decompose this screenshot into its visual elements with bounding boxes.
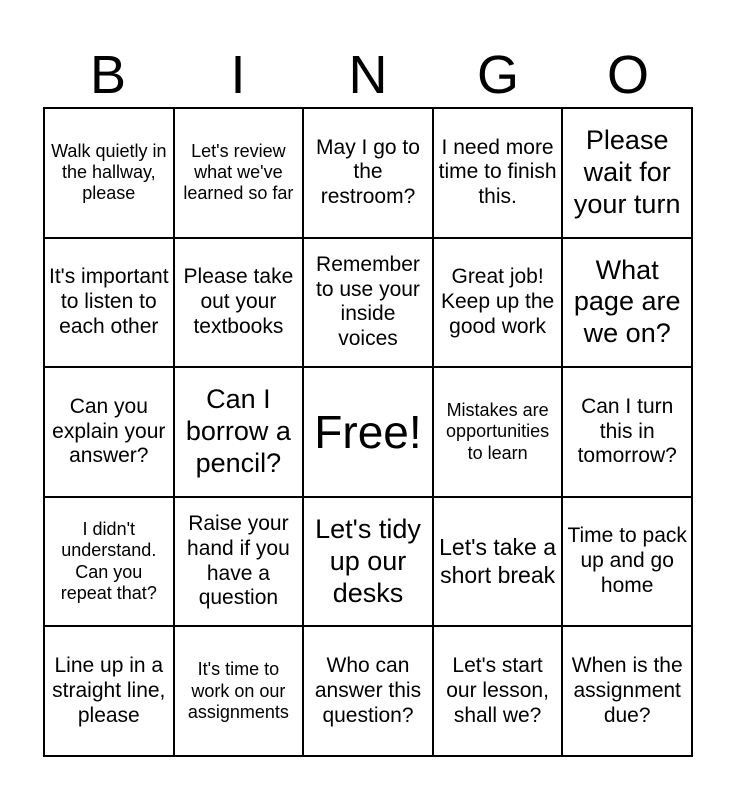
bingo-cell <box>562 626 692 756</box>
cell-text: Let's start our lesson, shall we? <box>446 654 549 727</box>
header-letter-n: N <box>348 45 388 105</box>
cell-text: I didn't understand. Can you repeat that? <box>60 519 157 603</box>
cell-text: Can I turn this in tomorrow? <box>577 394 677 468</box>
bingo-cell <box>174 238 304 368</box>
cell-text: It's time to work on our assignments <box>187 659 289 722</box>
cell-text: Time to pack up and go home <box>567 524 687 597</box>
bingo-cell <box>44 108 174 238</box>
bingo-cell <box>433 497 563 627</box>
free-space-cell <box>303 367 433 497</box>
cell-text: When is the assignment due? <box>571 654 683 727</box>
bingo-cell <box>44 626 174 756</box>
bingo-cell <box>303 626 433 756</box>
cell-text: Let's tidy up our desks <box>315 513 421 608</box>
cell-text: Can you explain your answer? <box>52 394 166 468</box>
bingo-cell <box>303 238 433 368</box>
cell-text: Remember to use your inside voices <box>316 252 420 351</box>
bingo-cell <box>303 108 433 238</box>
cell-text: Who can answer this question? <box>314 654 422 727</box>
bingo-cell <box>433 238 563 368</box>
bingo-cell <box>44 497 174 627</box>
bingo-cell <box>174 108 304 238</box>
cell-text: It's important to listen to each other <box>49 265 169 338</box>
bingo-cell <box>174 497 304 627</box>
cell-text: Line up in a straight line, please <box>52 654 166 727</box>
header-letter-o: O <box>606 45 649 105</box>
cell-text: Let's take a short break <box>439 534 557 588</box>
cell-text: Raise your hand if you have a question <box>187 512 290 610</box>
bingo-cell <box>44 367 174 497</box>
cell-text: What page are we on? <box>573 254 681 349</box>
bingo-header <box>43 44 693 106</box>
bingo-cell <box>433 108 563 238</box>
bingo-cell <box>562 497 692 627</box>
cell-text: May I go to the restroom? <box>316 135 420 209</box>
cell-text: Walk quietly in the hallway, please <box>51 140 167 204</box>
header-letter-g: G <box>476 45 519 105</box>
cell-text: Mistakes are opportunities to learn <box>446 400 550 463</box>
bingo-cell <box>433 367 563 497</box>
bingo-cell <box>44 238 174 368</box>
bingo-cell <box>303 497 433 627</box>
bingo-card-grid <box>43 107 693 757</box>
cell-text: Can I borrow a pencil? <box>185 384 291 478</box>
header-letter-b: B <box>89 45 127 105</box>
bingo-cell <box>433 626 563 756</box>
header-letter-i: I <box>230 45 246 105</box>
bingo-cell <box>174 626 304 756</box>
cell-text: Please take out your textbooks <box>183 265 294 338</box>
bingo-cell <box>562 238 692 368</box>
bingo-cell <box>174 367 304 497</box>
bingo-cell <box>562 108 692 238</box>
cell-text: Great job! Keep up the good work <box>440 265 555 338</box>
cell-text: I need more time to finish this. <box>438 135 557 209</box>
cell-text: Let's review what we've learned so far <box>183 140 294 204</box>
cell-text: Please wait for your turn <box>573 125 681 219</box>
bingo-cell <box>562 367 692 497</box>
cell-text: Free! <box>314 405 422 458</box>
